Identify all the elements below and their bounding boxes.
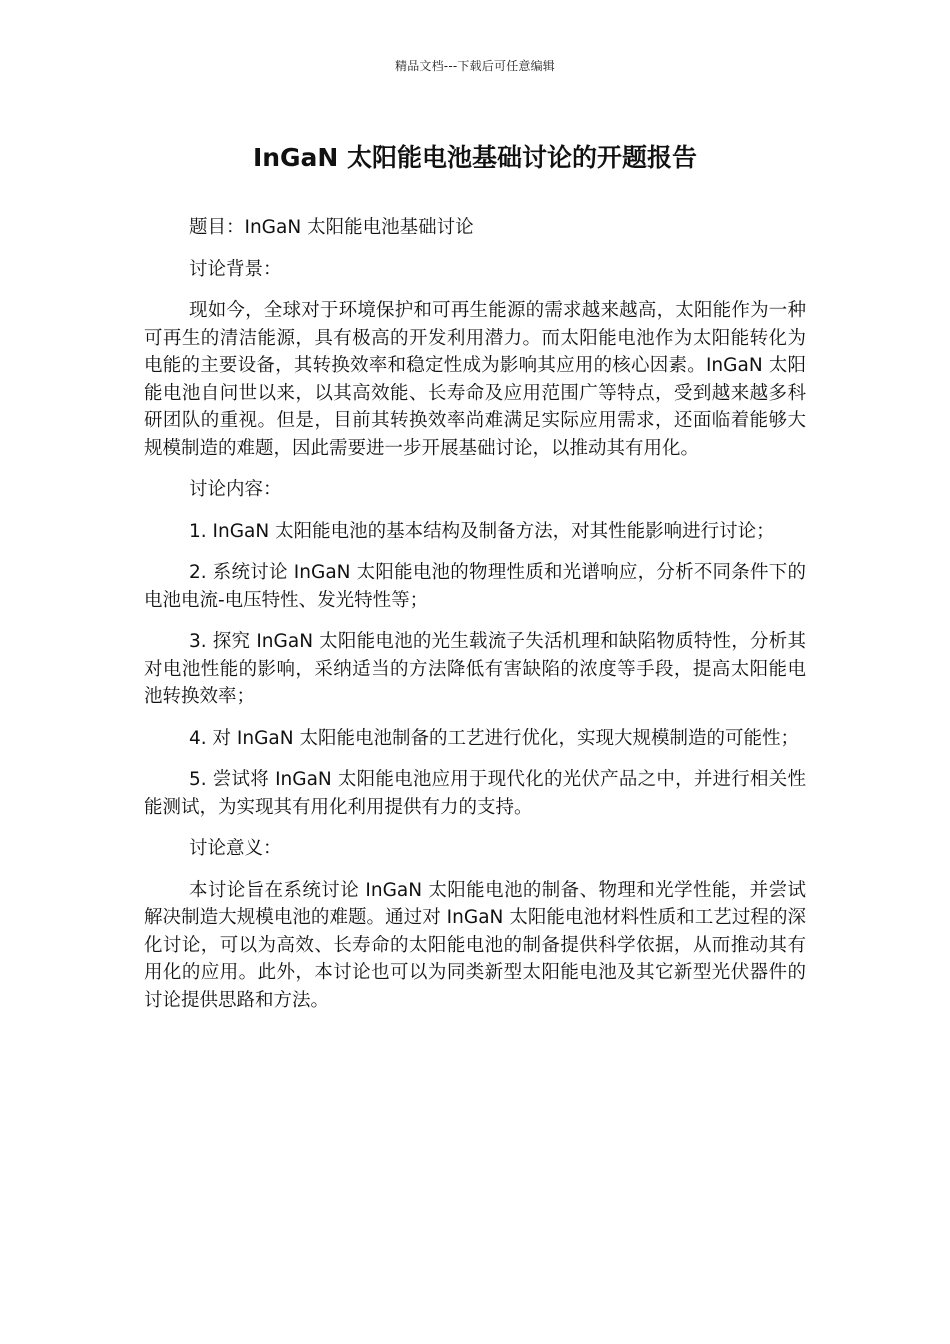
content-heading: 讨论内容： — [189, 479, 282, 500]
content-item: 5. 尝试将 InGaN 太阳能电池应用于现代化的光伏产品之中，并进行相关性能测试，为实现其有用化利用提供有力的支持。 — [144, 769, 806, 818]
document-body — [144, 214, 806, 1028]
content-item: 3. 探究 InGaN 太阳能电池的光生载流子失活机理和缺陷物质特性，分析其对电池性能的影响，采纳适当的方法降低有害缺陷的浓度等手段，提高太阳能电池转换效率； — [144, 631, 806, 707]
background-paragraph: 现如今，全球对于环境保护和可再生能源的需求越来越高，太阳能作为一种可再生的清洁能源，具有极高的开发利用潜力。而太阳能电池作为太阳能转化为电能的主要设备，其转换效率和稳定性成为影响其应用的核心因素。InGaN 太阳能电池自问世以来，以其高效能、长寿命及应用范围广等特点，受到越来越多科研团队的重视。但是，目前其转换效率尚难满足实际应用需求，还面临着能够大规模制造的难题，因此需要进一步开展基础讨论，以推动其有用化。 — [144, 300, 806, 459]
document-title: InGaN 太阳能电池基础讨论的开题报告 — [252, 143, 698, 172]
background-heading: 讨论背景： — [189, 258, 282, 280]
content-item: 1. InGaN 太阳能电池的基本结构及制备方法，对其性能影响进行讨论； — [189, 520, 775, 542]
content-item: 2. 系统讨论 InGaN 太阳能电池的物理性质和光谱响应，分析不同条件下的电池电流-电压特性、发光特性等； — [144, 562, 806, 611]
content-item: 4. 对 InGaN 太阳能电池制备的工艺进行优化，实现大规模制造的可能性； — [189, 727, 799, 749]
significance-heading: 讨论意义： — [189, 838, 282, 859]
significance-paragraph: 本讨论旨在系统讨论 InGaN 太阳能电池的制备、物理和光学性能，并尝试解决制造大规模电池的难题。通过对 InGaN 太阳能电池材料性质和工艺过程的深化讨论，可以为高效、长寿命的太阳能电池的制备提供科学依据，从而推动其有用化的应用。此外，本讨论也可以为同类新型太阳能电池及其它新型光伏器件的讨论提供思路和方法。 — [144, 879, 806, 1011]
header-note: 精品文档---下载后可任意编辑 — [395, 59, 555, 73]
topic-line: 题目：InGaN 太阳能电池基础讨论 — [189, 217, 474, 238]
